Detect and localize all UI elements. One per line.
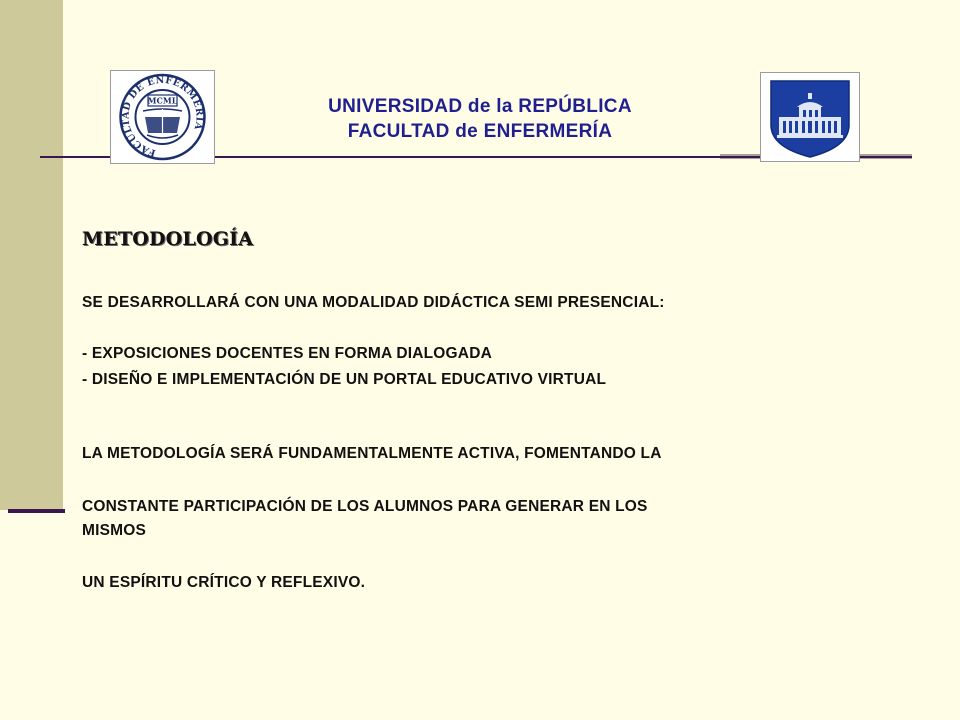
- intro-text: SE DESARROLLARÁ CON UNA MODALIDAD DIDÁCTICA SEMI PRESENCIAL:: [82, 294, 665, 311]
- paragraph-line: UN ESPÍRITU CRÍTICO Y REFLEXIVO.: [82, 574, 366, 591]
- faculty-seal-icon: [111, 71, 214, 163]
- university-building-crest-icon: [761, 73, 859, 161]
- side-accent-bar: [0, 0, 63, 510]
- paragraph-line: CONSTANTE PARTICIPACIÓN DE LOS ALUMNOS PARA GENERAR EN LOS: [82, 498, 648, 515]
- institution-header: [250, 94, 710, 144]
- university-name: UNIVERSIDAD de la REPÚBLICA: [328, 96, 632, 117]
- bullet-item: - EXPOSICIONES DOCENTES EN FORMA DIALOGADA: [82, 345, 492, 362]
- side-bar-divider: [8, 509, 65, 513]
- university-crest-logo: [760, 72, 860, 162]
- faculty-seal-logo: [110, 70, 215, 164]
- svg-text:FACULTAD DE ENFERMERIA: FACULTAD DE ENFERMERIA: [120, 74, 205, 159]
- section-title: METODOLOGÍA: [82, 228, 254, 250]
- bullet-item: - DISEÑO E IMPLEMENTACIÓN DE UN PORTAL EDUCATIVO VIRTUAL: [82, 371, 607, 388]
- faculty-name: FACULTAD de ENFERMERÍA: [347, 121, 613, 142]
- svg-text:MCML: MCML: [147, 95, 178, 106]
- paragraph-line: LA METODOLOGÍA SERÁ FUNDAMENTALMENTE ACTIVA, FOMENTANDO LA: [82, 445, 662, 462]
- paragraph-line: MISMOS: [82, 522, 147, 539]
